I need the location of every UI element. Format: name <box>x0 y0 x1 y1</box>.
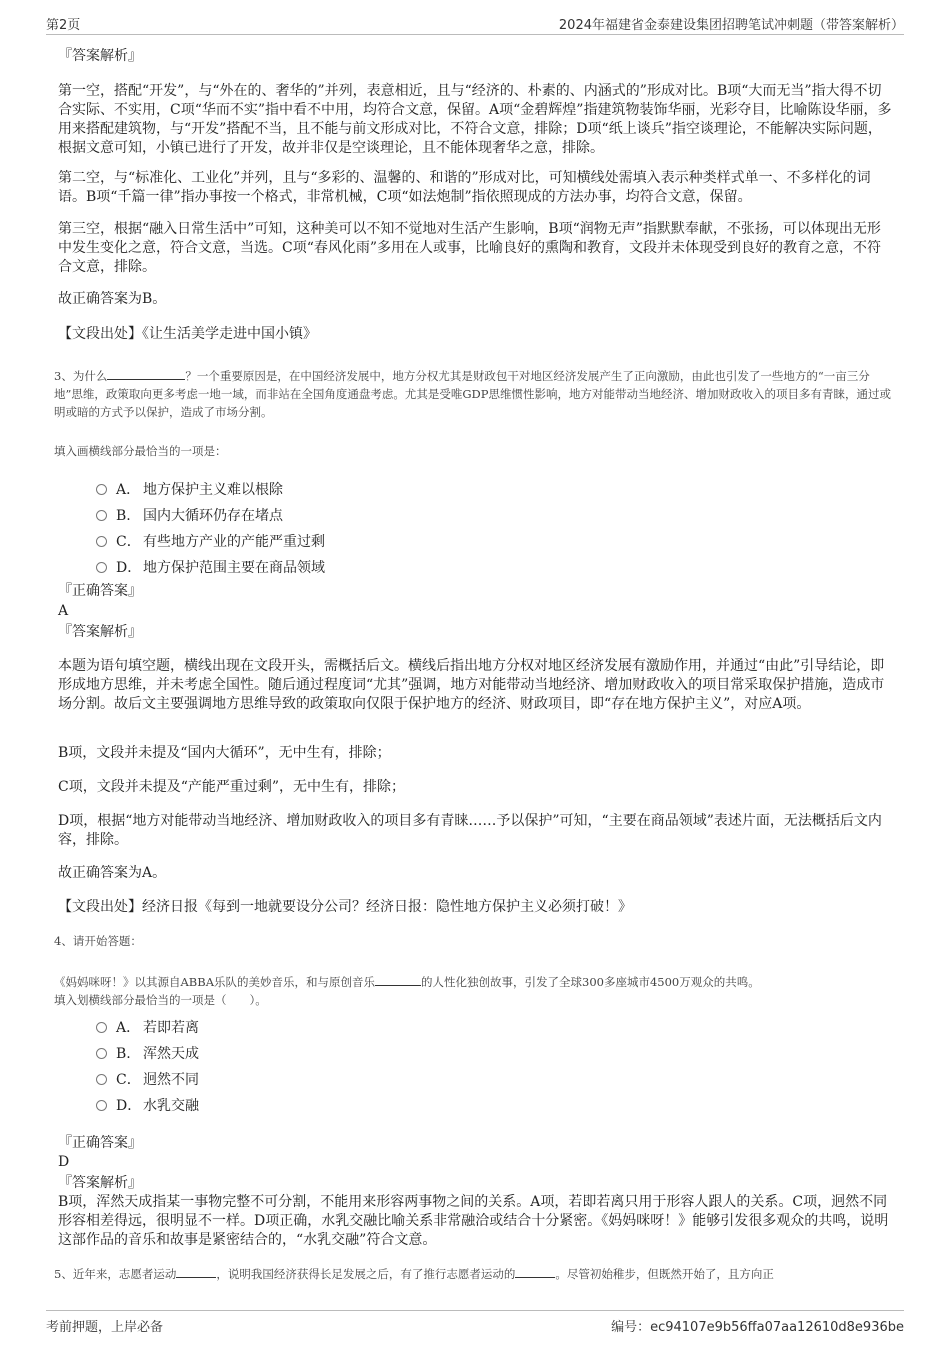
q4-prompt: 4、请开始答题： <box>54 934 142 948</box>
q3-analysis-option-d: D项，根据“地方对能带动当地经济、增加财政收入的项目多有青睐……予以保护”可知，“主要在商品领域”表述片面，无法概括后文内容，排除。 <box>58 813 882 848</box>
q3-analysis-option-b: B项，文段并未提及“国内大循环”，无中生有，排除； <box>58 745 391 761</box>
option-text: 地方保护主义难以根除 <box>143 482 283 498</box>
radio-icon[interactable] <box>96 1100 107 1111</box>
q4-stem: 《妈妈咪呀！》以其源自ABBA乐队的美妙音乐，和与原创音乐 的人性化独创故事，引发了全球300多座城市4500万观众的共鸣。 <box>54 975 760 989</box>
option-text: 地方保护范围主要在商品领域 <box>143 560 325 576</box>
q4-option-c[interactable]: C． 迥然不同 <box>96 1069 199 1089</box>
footer-slogan: 考前押题，上岸必备 <box>46 1320 164 1335</box>
q3-correct-label: 『正确答案』 <box>58 583 142 599</box>
radio-icon[interactable] <box>96 484 107 495</box>
q3-correct-answer: A <box>58 603 69 619</box>
radio-icon[interactable] <box>96 536 107 547</box>
q4-option-d[interactable]: D． 水乳交融 <box>96 1095 199 1115</box>
option-text: 浑然天成 <box>143 1046 199 1062</box>
option-text: 国内大循环仍存在堵点 <box>143 508 283 524</box>
q3-analysis-label: 『答案解析』 <box>58 624 142 640</box>
q4-correct-label: 『正确答案』 <box>58 1135 142 1151</box>
page-number: 第2页 <box>46 18 81 33</box>
q4-answer-blank <box>375 974 421 986</box>
q2-analysis-paragraph-2: 第二空，与“标准化、工业化”并列，且与“多彩的、温馨的、和谐的”形成对比，可知横线处需填入表示种类样式单一、不多样化的词语。B项“千篇一律”指办事按一个格式，非常机械，C项“如法炮制”指依照现成的方法办事，均符合文意，保留。 <box>58 170 871 205</box>
document-title: 2024年福建省金泰建设集团招聘笔试冲刺题（带答案解析） <box>558 18 904 33</box>
option-text: 有些地方产业的产能严重过剩 <box>143 534 325 550</box>
radio-icon[interactable] <box>96 562 107 573</box>
q3-source: 【文段出处】经济日报《每到一地就要设分公司？经济日报：隐性地方保护主义必须打破！》 <box>58 899 632 915</box>
radio-icon[interactable] <box>96 1022 107 1033</box>
option-text: 迥然不同 <box>143 1072 199 1088</box>
q3-answer-blank <box>107 368 185 380</box>
q2-analysis-paragraph-3: 第三空，根据“融入日常生活中”可知，这种美可以不知不觉地对生活产生影响，B项“润物无声”指默默奉献，不张扬，可以体现出无形中发生变化之意，符合文意，当选。C项“春风化雨”多用在人或事，比喻良好的熏陶和教育，文段并未体现受到良好的教育之意，不符合文意，排除。 <box>58 221 882 275</box>
q4-instruction: 填入划横线部分最恰当的一项是（ ）。 <box>54 993 267 1007</box>
page-header <box>46 12 904 35</box>
q3-conclusion: 故正确答案为A。 <box>58 865 167 881</box>
q5-stem: 5、近年来，志愿者运动 ，说明我国经济获得长足发展之后，有了推行志愿者运动的 。尽管初始稚步，但既然开始了，且方向正 <box>54 1267 774 1281</box>
q3-option-c[interactable]: C． 有些地方产业的产能严重过剩 <box>96 531 325 551</box>
q3-option-b[interactable]: B. 国内大循环仍存在堵点 <box>96 505 283 525</box>
document-code: 编号：ec94107e9b56ffa07aa12610d8e936be <box>611 1320 904 1335</box>
q5-answer-blank-1 <box>176 1266 216 1278</box>
q3-stem-text: ？一个重要原因是，在中国经济发展中，地方分权尤其是财政包干对地区经济发展产生了正向激励，由此也引发了一些地方的“一亩三分地”思维，政策取向更多考虑一地一域，而非站在全国角度通盘考虑。尤其是受唯GDP思维惯性影响，地方对能带动当地经济、增加财政收入的项目多有青睐，通过或明或暗的方式予以保护，造成了市场分割。 <box>54 369 892 419</box>
q2-source: 【文段出处】《让生活美学走进中国小镇》 <box>58 326 317 342</box>
q4-analysis-paragraph: B项，浑然天成指某一事物完整不可分割，不能用来形容两事物之间的关系。A项，若即若离只用于形容人跟人的关系。C项，迥然不同形容相差得远，很明显不一样。D项正确，水乳交融比喻关系非常融洽或结合十分紧密。《妈妈咪呀！》能够引发很多观众的共鸣，说明这部作品的音乐和故事是紧密结合的，“水乳交融”符合文意。 <box>58 1194 889 1248</box>
q3-number: 3、为什么 <box>54 369 108 383</box>
q3-option-d[interactable]: D． 地方保护范围主要在商品领域 <box>96 557 325 577</box>
radio-icon[interactable] <box>96 510 107 521</box>
radio-icon[interactable] <box>96 1048 107 1059</box>
radio-icon[interactable] <box>96 1074 107 1085</box>
q2-analysis-paragraph-1: 第一空，搭配“开发”，与“外在的、奢华的”并列，表意相近，且与“经济的、朴素的、内涵式的”形成对比。B项“大而无当”指大得不切合实际、不实用，C项“华而不实”指中看不中用，均符合文意，保留。A项“金碧辉煌”指建筑物装饰华丽，光彩夺目，比喻陈设华丽，多用来搭配建筑物，与“开发”搭配不当，且不能与前文形成对比，不符合文意，排除；D项“纸上谈兵”指空谈理论，不能解决实际问题，根据文意可知，小镇已进行了开发，故并非仅是空谈理论，且不能体现奢华之意，排除。 <box>58 83 892 156</box>
q3-option-a[interactable]: A． 地方保护主义难以根除 <box>96 479 283 499</box>
q4-option-b[interactable]: B. 浑然天成 <box>96 1043 199 1063</box>
option-text: 若即若离 <box>143 1020 199 1036</box>
q3-analysis-option-c: C项，文段并未提及“产能严重过剩”，无中生有，排除； <box>58 779 406 795</box>
q5-answer-blank-2 <box>515 1266 555 1278</box>
q4-correct-answer: D <box>58 1154 70 1170</box>
q3-instruction: 填入画横线部分最恰当的一项是： <box>54 444 227 458</box>
q3-analysis-paragraph: 本题为语句填空题，横线出现在文段开头，需概括后文。横线后指出地方分权对地区经济发展有激励作用，并通过“由此”引导结论，即形成地方思维，并未考虑全国性。随后通过程度词“尤其”强调，地方对能带动当地经济、增加财政收入的项目常采取保护措施，造成市场分割。故后文主要强调地方思维导致的政策取向仅限于保护地方的经济、财政项目，即“存在地方保护主义”，对应A项。 <box>58 658 885 712</box>
q2-analysis-label: 『答案解析』 <box>58 48 142 64</box>
q4-analysis-label: 『答案解析』 <box>58 1175 142 1191</box>
q4-option-a[interactable]: A． 若即若离 <box>96 1017 199 1037</box>
q3-stem <box>54 367 894 421</box>
option-text: 水乳交融 <box>143 1098 199 1114</box>
q2-conclusion: 故正确答案为B。 <box>58 291 167 307</box>
page-footer <box>46 1310 904 1337</box>
